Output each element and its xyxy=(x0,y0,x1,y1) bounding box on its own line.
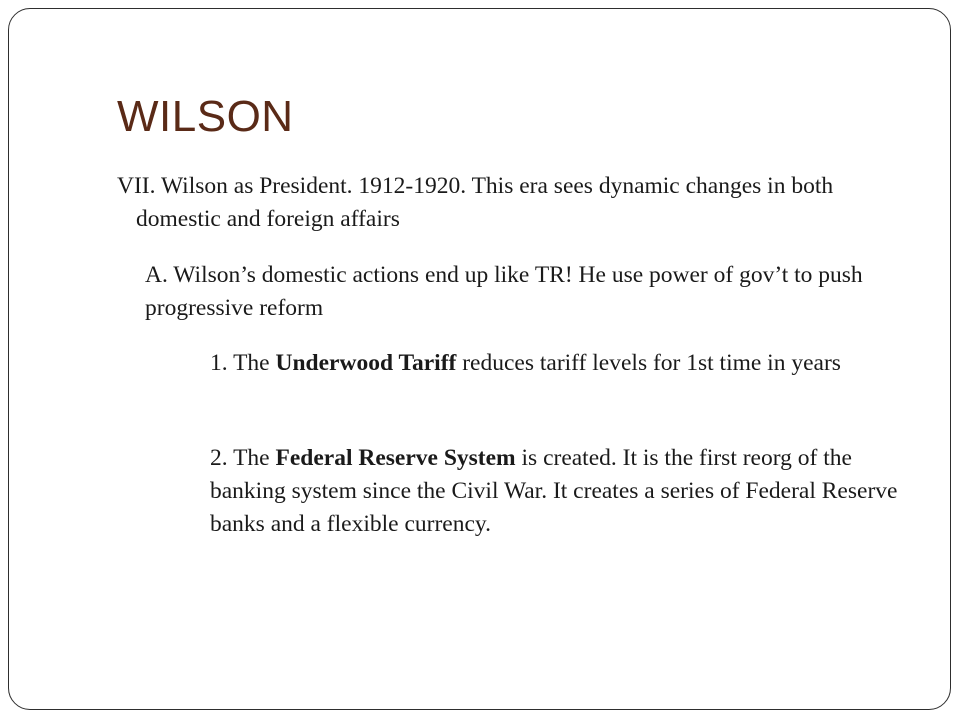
point-1-prefix: 1. The xyxy=(210,350,276,376)
underwood-tariff-term: Underwood Tariff xyxy=(275,350,457,376)
point-vii: VII. Wilson as President. 1912-1920. This era sees dynamic changes in both domestic and foreign affairs xyxy=(117,173,834,232)
slide-frame xyxy=(8,8,951,710)
point-2 xyxy=(210,442,910,541)
point-2-prefix: 2. The xyxy=(210,445,276,471)
federal-reserve-term: Federal Reserve System xyxy=(275,445,516,471)
point-1 xyxy=(210,347,910,380)
point-2-suffix: is created. It is the first reorg of the banking system since the Civil War. It creates a series of Federal Reserve banks and a flexible currency. xyxy=(210,445,898,537)
point-1-suffix: reduces tariff levels for 1st time in years xyxy=(456,350,841,376)
point-a: A. Wilson’s domestic actions end up like TR! He use power of gov’t to push progressive reform xyxy=(145,262,863,321)
slide-title: WILSON xyxy=(117,92,294,141)
